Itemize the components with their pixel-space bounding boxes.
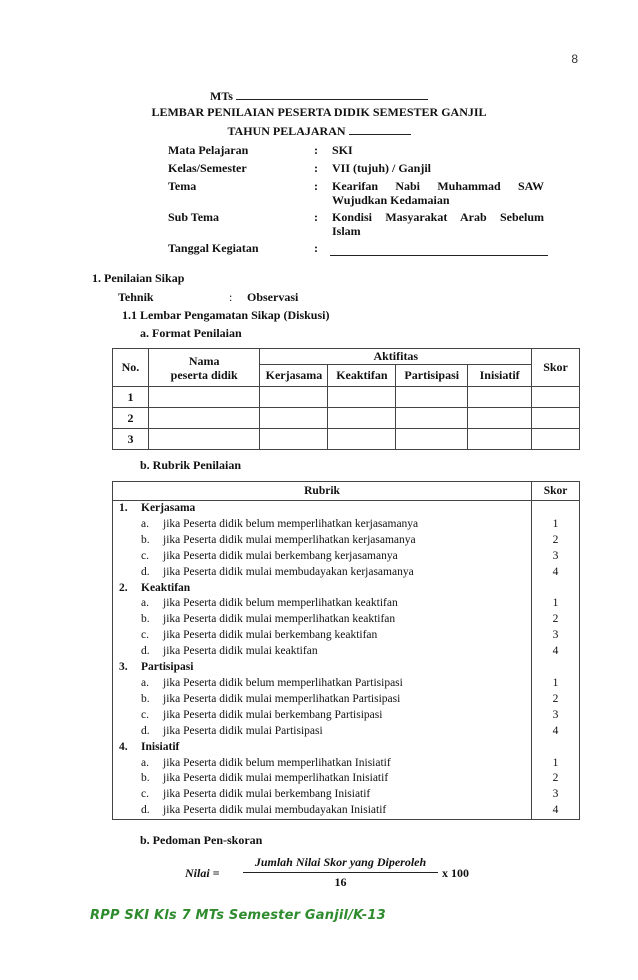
header-line-3: TAHUN PELAJARAN bbox=[0, 123, 638, 139]
header-skor: Skor bbox=[532, 482, 580, 501]
rubric-item-row bbox=[113, 692, 580, 708]
rubric-group-row bbox=[113, 740, 580, 756]
item-text: jika Peserta didik mulai memperlihatkan keaktifan bbox=[163, 613, 396, 626]
item-score: 3 bbox=[552, 549, 559, 562]
header-keaktifan: Keaktifan bbox=[328, 365, 396, 387]
footer: RPP SKI Kls 7 MTs Semester Ganjil/K-13 bbox=[90, 908, 386, 923]
header-aktifitas: Aktifitas bbox=[260, 349, 532, 365]
assessment-table bbox=[112, 348, 580, 450]
item-text: jika Peserta didik mulai berkembang keaktifan bbox=[163, 629, 378, 642]
header-inisiatif: Inisiatif bbox=[468, 365, 532, 387]
rubric-item-row bbox=[113, 756, 580, 772]
item-letter: b. bbox=[141, 692, 150, 705]
rubrik-title: b. Rubrik Penilaian bbox=[140, 458, 242, 472]
teknik-value: Observasi bbox=[247, 290, 299, 304]
colon: : bbox=[314, 210, 318, 224]
rubric-item-row bbox=[113, 549, 580, 565]
tema-value-1: Kearifan Nabi Muhammad SAW bbox=[332, 179, 544, 193]
item-letter: d. bbox=[141, 804, 150, 817]
mapel-value: SKI bbox=[332, 143, 353, 157]
colon: : bbox=[314, 241, 318, 255]
formula-lhs: Nilai = bbox=[185, 866, 220, 880]
item-letter: d. bbox=[141, 724, 150, 737]
header-line-1: MTs bbox=[0, 88, 638, 104]
item-letter: a. bbox=[141, 676, 149, 689]
rubric-group-row bbox=[113, 660, 580, 676]
rubric-item-row bbox=[113, 533, 580, 549]
group-number: 4. bbox=[119, 740, 128, 753]
rubric-item-row bbox=[113, 565, 580, 581]
item-text: jika Peserta didik belum memperlihatkan Inisiatif bbox=[163, 756, 391, 769]
group-number: 1. bbox=[119, 502, 128, 514]
rubric-item-row bbox=[113, 596, 580, 612]
item-score: 2 bbox=[552, 533, 559, 546]
rubric-item-row bbox=[113, 517, 580, 533]
colon: : bbox=[314, 161, 318, 175]
header-nama: Nama peserta didik bbox=[148, 349, 260, 387]
tanggal-label: Tanggal Kegiatan bbox=[168, 241, 259, 255]
item-text: jika Peserta didik belum memperlihatkan keaktifan bbox=[163, 597, 398, 610]
item-text: jika Peserta didik belum memperlihatkan kerjasamanya bbox=[163, 517, 419, 530]
item-text: jika Peserta didik mulai membudayakan kerjasamanya bbox=[163, 565, 414, 578]
item-letter: c. bbox=[141, 629, 149, 642]
item-text: jika Peserta didik mulai memperlihatkan Inisiatif bbox=[163, 772, 389, 785]
rubric-item-row bbox=[113, 787, 580, 803]
header-no: No. bbox=[113, 349, 149, 387]
fraction-line bbox=[243, 872, 438, 873]
item-score: 2 bbox=[552, 613, 559, 626]
item-score: 2 bbox=[552, 692, 559, 705]
tanggal-blank-line bbox=[330, 255, 548, 256]
formula-denominator: 16 bbox=[334, 875, 347, 889]
item-text: jika Peserta didik mulai keaktifan bbox=[163, 645, 318, 658]
header-skor: Skor bbox=[532, 349, 580, 387]
item-score: 4 bbox=[552, 804, 559, 817]
item-letter: b. bbox=[141, 613, 150, 626]
row-number: 1 bbox=[113, 387, 149, 408]
header-kerjasama: Kerjasama bbox=[260, 365, 328, 387]
teknik-label: Tehnik bbox=[118, 290, 154, 304]
rubric-item-row bbox=[113, 644, 580, 660]
item-letter: b. bbox=[141, 772, 150, 785]
table-row bbox=[113, 408, 580, 429]
formula-numerator: Jumlah Nilai Skor yang Diperoleh bbox=[254, 855, 427, 869]
item-score: 3 bbox=[552, 629, 559, 642]
item-letter: c. bbox=[141, 788, 149, 801]
subtema-value-2: Islam bbox=[332, 224, 361, 238]
subtema-value-1: Kondisi Masyarakat Arab Sebelum bbox=[332, 210, 544, 224]
item-text: jika Peserta didik mulai membudayakan Inisiatif bbox=[163, 804, 387, 817]
item-score: 3 bbox=[552, 708, 559, 721]
colon: : bbox=[314, 179, 318, 193]
rubric-item-row bbox=[113, 803, 580, 819]
group-name: Keaktifan bbox=[141, 581, 191, 594]
group-name: Kerjasama bbox=[141, 502, 196, 514]
tema-label: Tema bbox=[168, 179, 197, 193]
tema-value-2: Wujudkan Kedamaian bbox=[332, 193, 450, 207]
blank-line bbox=[349, 123, 411, 135]
item-text: jika Peserta didik mulai Partisipasi bbox=[163, 724, 323, 737]
rubric-item-row bbox=[113, 724, 580, 740]
blank-line bbox=[236, 88, 428, 100]
rubric-item-row bbox=[113, 612, 580, 628]
rubric-group-row bbox=[113, 581, 580, 597]
item-letter: a. bbox=[141, 597, 149, 610]
group-number: 2. bbox=[119, 581, 128, 594]
rubric-item-row bbox=[113, 628, 580, 644]
row-number: 3 bbox=[113, 429, 149, 450]
item-letter: d. bbox=[141, 565, 150, 578]
item-letter: d. bbox=[141, 645, 150, 658]
item-letter: a. bbox=[141, 756, 149, 769]
item-score: 1 bbox=[552, 517, 559, 530]
header-line-2: LEMBAR PENILAIAN PESERTA DIDIK SEMESTER GANJIL bbox=[151, 105, 487, 119]
kelas-value: VII (tujuh) / Ganjil bbox=[332, 161, 432, 175]
colon: : bbox=[314, 143, 318, 157]
table-row bbox=[113, 429, 580, 450]
item-letter: c. bbox=[141, 708, 149, 721]
rubric-table bbox=[112, 481, 580, 820]
group-number: 3. bbox=[119, 661, 128, 674]
subtema-label: Sub Tema bbox=[168, 210, 220, 224]
mapel-label: Mata Pelajaran bbox=[168, 143, 249, 157]
rubric-item-row bbox=[113, 676, 580, 692]
item-letter: c. bbox=[141, 549, 149, 562]
item-letter: a. bbox=[141, 517, 149, 530]
teknik-colon: : bbox=[229, 290, 233, 304]
table-row bbox=[113, 387, 580, 408]
item-score: 4 bbox=[552, 724, 559, 737]
kelas-label: Kelas/Semester bbox=[168, 161, 247, 175]
item-score: 4 bbox=[552, 645, 559, 658]
subsection-title: 1.1 Lembar Pengamatan Sikap (Diskusi) bbox=[122, 308, 330, 322]
section-title: 1. Penilaian Sikap bbox=[92, 271, 185, 285]
rubric-item-row bbox=[113, 771, 580, 787]
group-name: Partisipasi bbox=[141, 661, 194, 674]
row-number: 2 bbox=[113, 408, 149, 429]
header-partisipasi: Partisipasi bbox=[396, 365, 468, 387]
item-text: jika Peserta didik belum memperlihatkan Partisipasi bbox=[163, 676, 403, 689]
formula-rhs: x 100 bbox=[442, 866, 469, 880]
item-score: 1 bbox=[552, 756, 559, 769]
item-score: 2 bbox=[552, 772, 559, 785]
item-text: jika Peserta didik mulai memperlihatkan kerjasamanya bbox=[163, 533, 416, 546]
item-score: 1 bbox=[552, 597, 559, 610]
info-block bbox=[0, 143, 638, 263]
item-text: jika Peserta didik mulai berkembang kerjasamanya bbox=[163, 549, 398, 562]
rubric-item-row bbox=[113, 708, 580, 724]
item-text: jika Peserta didik mulai berkembang Inisiatif bbox=[163, 788, 371, 801]
item-letter: b. bbox=[141, 533, 150, 546]
page-number: 8 bbox=[571, 52, 578, 66]
item-score: 3 bbox=[552, 788, 559, 801]
group-name: Inisiatif bbox=[141, 740, 180, 753]
item-text: jika Peserta didik mulai memperlihatkan Partisipasi bbox=[163, 692, 401, 705]
rubric-group-row bbox=[113, 501, 580, 517]
format-title: a. Format Penilaian bbox=[140, 326, 242, 340]
item-score: 1 bbox=[552, 676, 559, 689]
pedoman-title: b. Pedoman Pen-skoran bbox=[140, 833, 263, 847]
item-text: jika Peserta didik mulai berkembang Partisipasi bbox=[163, 708, 383, 721]
header-rubrik: Rubrik bbox=[113, 482, 532, 501]
item-score: 4 bbox=[552, 565, 559, 578]
